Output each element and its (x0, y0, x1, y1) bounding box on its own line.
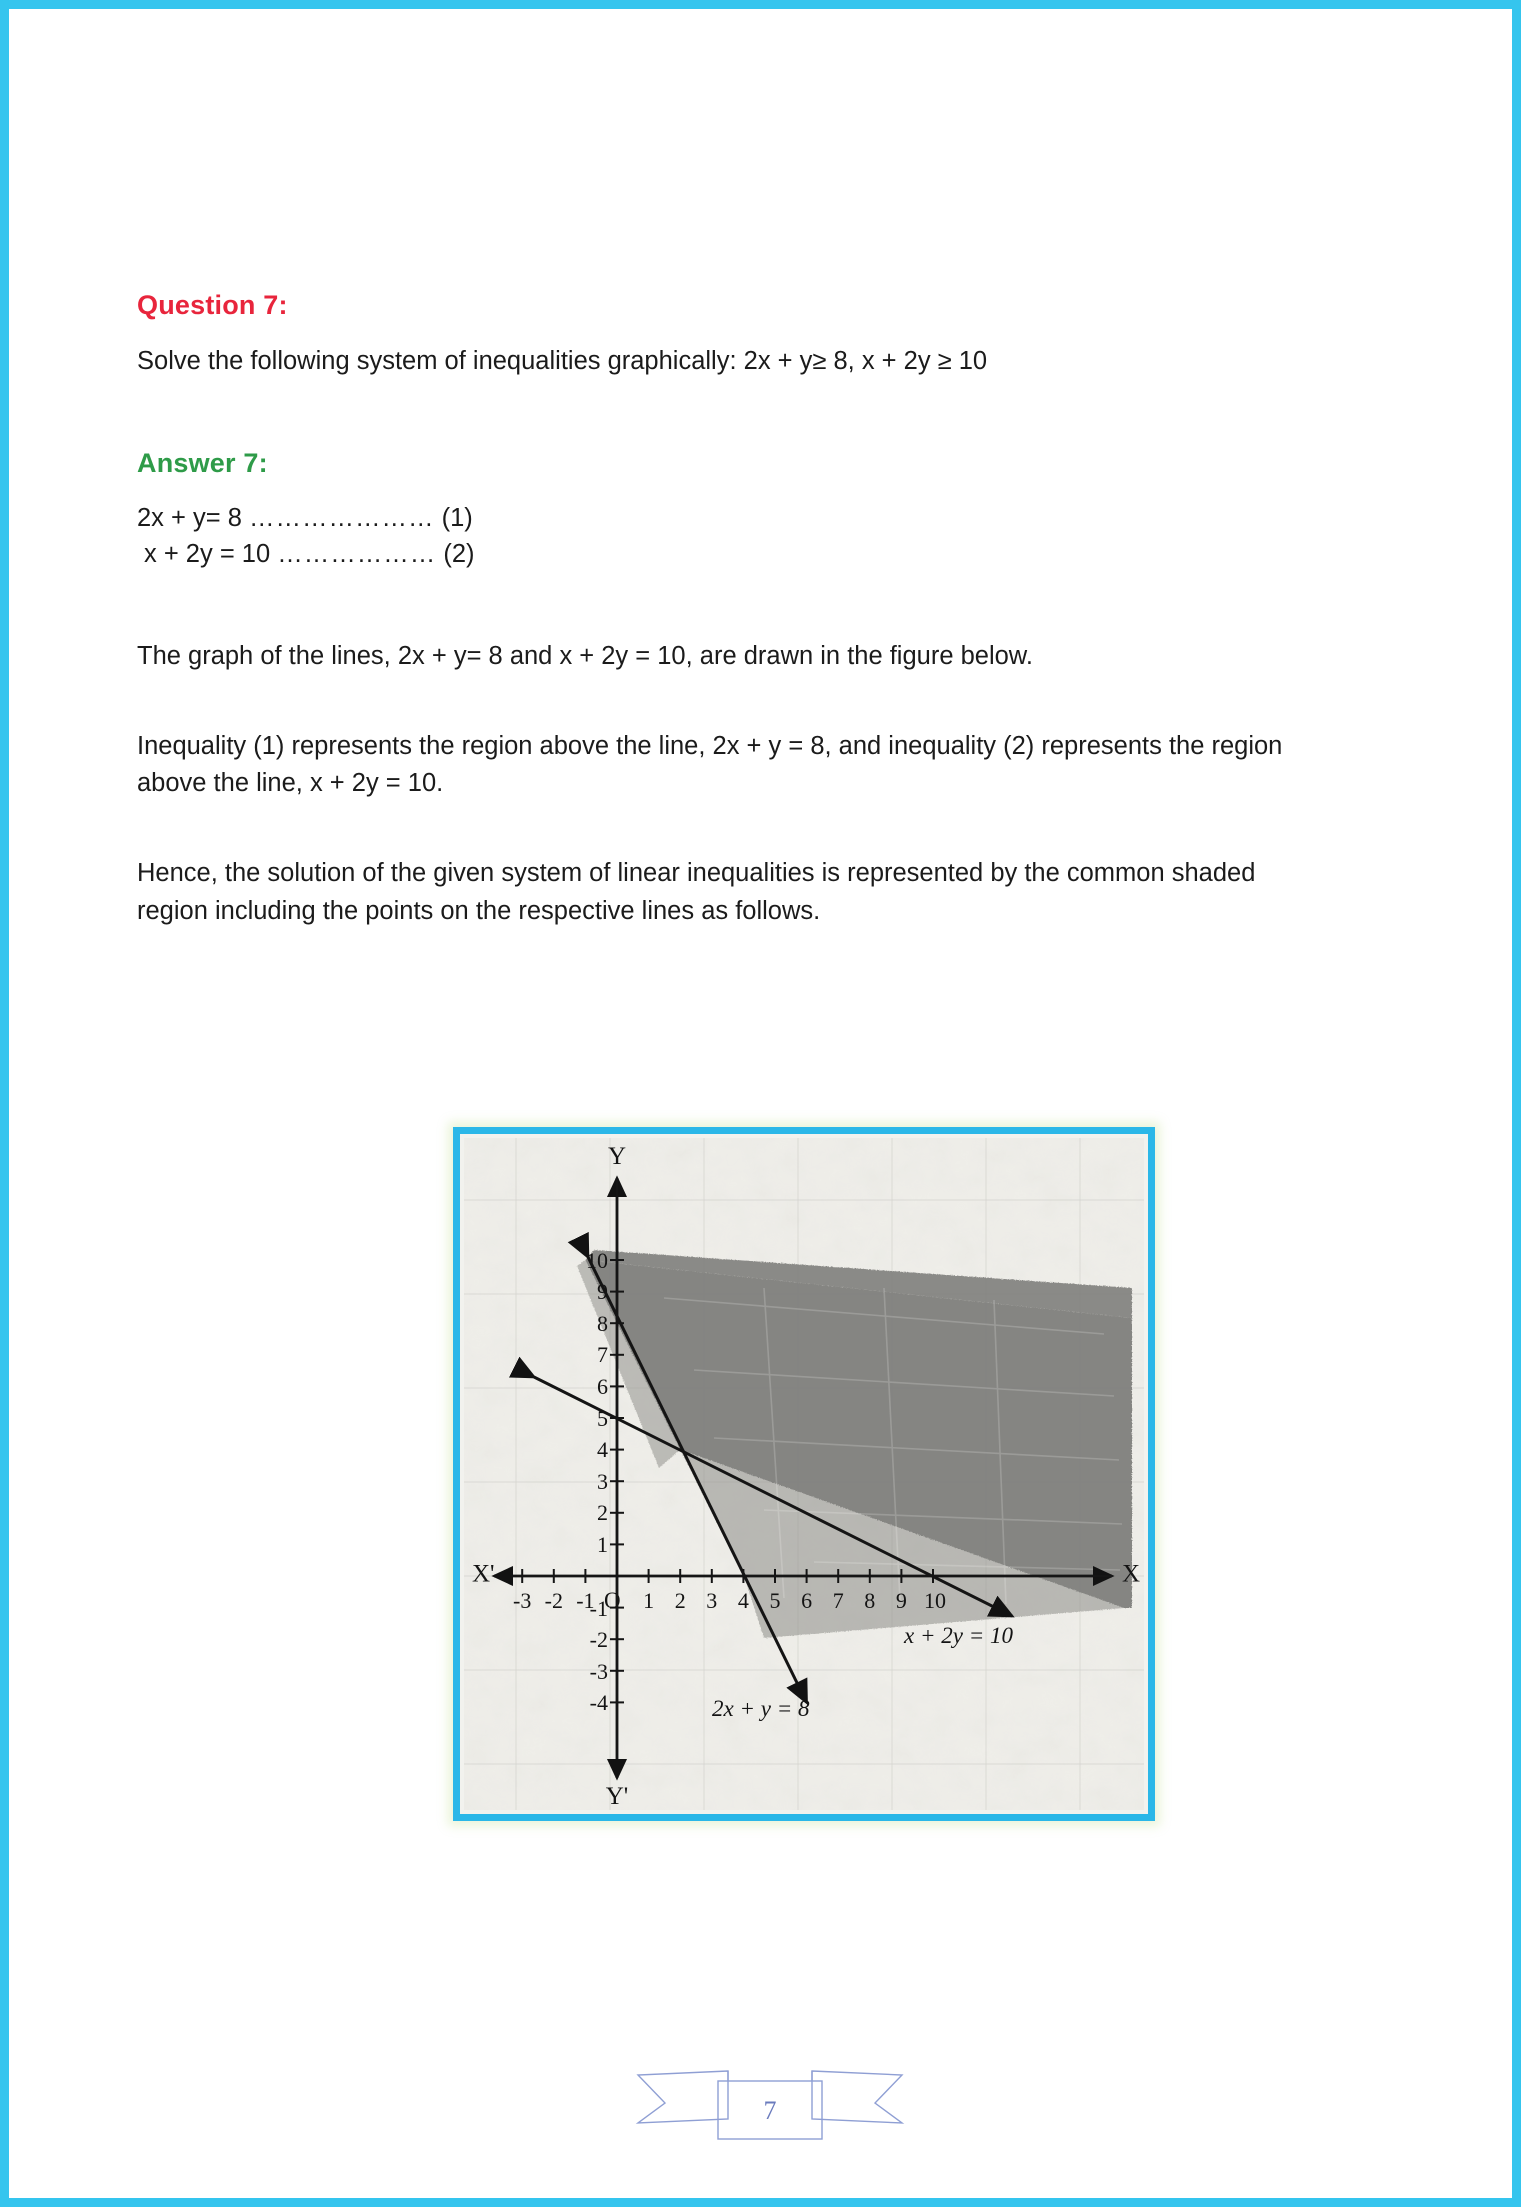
ribbon-left-tail (638, 2071, 728, 2123)
axis-label-x-positive: X (1122, 1560, 1141, 1588)
origin-label: O (604, 1588, 621, 1613)
y-tick-label: -1 (589, 1596, 608, 1621)
y-tick-label: 8 (597, 1311, 608, 1336)
question-heading: Question 7: (137, 290, 288, 320)
equation-line-2 (137, 536, 1327, 572)
annotation-x-plus-2y-10: x + 2y = 10 (904, 1623, 1013, 1648)
axis-label-y-negative: Y' (605, 1783, 629, 1810)
x-tick-label: 9 (895, 1588, 907, 1613)
question-text (137, 343, 1327, 381)
x-tick-label: -2 (544, 1588, 563, 1613)
x-tick-label: 3 (706, 1588, 718, 1613)
equation-2-text: x + 2y = 10 (144, 539, 278, 568)
spacer (137, 381, 1327, 447)
equation-2-dots: ……………… (277, 539, 437, 568)
equation-2-ref: (2) (436, 539, 475, 568)
spacer (137, 803, 1327, 855)
y-tick-label: 4 (597, 1437, 608, 1462)
y-tick-label: 5 (597, 1406, 608, 1431)
x-tick-label: 6 (801, 1588, 813, 1613)
x-tick-label: 2 (674, 1588, 686, 1613)
question-inequality-1: 2x + y≥ 8, (743, 347, 862, 376)
x-tick-label: 8 (864, 1588, 876, 1613)
y-tick-label: 2 (597, 1500, 608, 1525)
answer-content (137, 289, 1327, 931)
question-inequality-2: x + 2y ≥ 10 (861, 347, 988, 376)
page-number: 7 (763, 2096, 776, 2125)
ribbon-right-tail (812, 2071, 902, 2123)
x-tick-label: 10 (924, 1588, 946, 1613)
y-tick-label: -4 (589, 1690, 608, 1715)
axis-label-x-negative: X' (472, 1560, 495, 1588)
y-tick-label: 9 (597, 1279, 608, 1304)
x-tick-label: 5 (769, 1588, 781, 1613)
inequality-graph-svg (464, 1138, 1144, 1810)
equation-1-ref: (1) (434, 503, 473, 532)
y-tick-label: 7 (597, 1342, 608, 1367)
x-tick-label: 4 (737, 1588, 749, 1613)
paragraph-graph-lines: The graph of the lines, 2x + y= 8 and x + 2y = 10, are drawn in the figure below. (137, 641, 1033, 670)
equation-1-text: 2x + y= 8 (137, 503, 249, 532)
paragraph-conclusion: Hence, the solution of the given system of linear inequalities is represented by the common shaded region including the points on the respective lines as follows. (137, 859, 1256, 925)
page-ribbon (620, 2049, 920, 2159)
x-tick-label: 7 (832, 1588, 844, 1613)
spacer (137, 676, 1327, 728)
graph-canvas (464, 1138, 1144, 1810)
x-tick-label: -3 (513, 1588, 532, 1613)
page-footer (9, 2039, 1521, 2169)
graph-figure (453, 1127, 1155, 1821)
y-tick-label: 10 (586, 1248, 608, 1273)
y-tick-label: 3 (597, 1469, 608, 1494)
paragraph-inequality-regions: Inequality (1) represents the region above the line, 2x + y = 8, and inequality (2) represents the region above the line, x + 2y = 10. (137, 731, 1283, 798)
x-tick-label: -1 (576, 1588, 595, 1613)
equation-line-1 (137, 500, 1327, 536)
question-text-prefix: Solve the following system of inequalities graphically: (137, 347, 744, 376)
annotation-2x-plus-y-8: 2x + y = 8 (712, 1696, 810, 1721)
y-tick-label: -3 (589, 1659, 608, 1684)
y-tick-label: 6 (597, 1374, 608, 1399)
y-tick-label: -2 (589, 1627, 608, 1652)
spacer (137, 572, 1327, 638)
answer-heading: Answer 7: (137, 448, 268, 479)
equation-1-dots: ………………… (249, 503, 435, 532)
x-tick-label: 1 (643, 1588, 655, 1613)
y-tick-label: 1 (597, 1532, 608, 1557)
axis-label-y-positive: Y (607, 1143, 627, 1170)
